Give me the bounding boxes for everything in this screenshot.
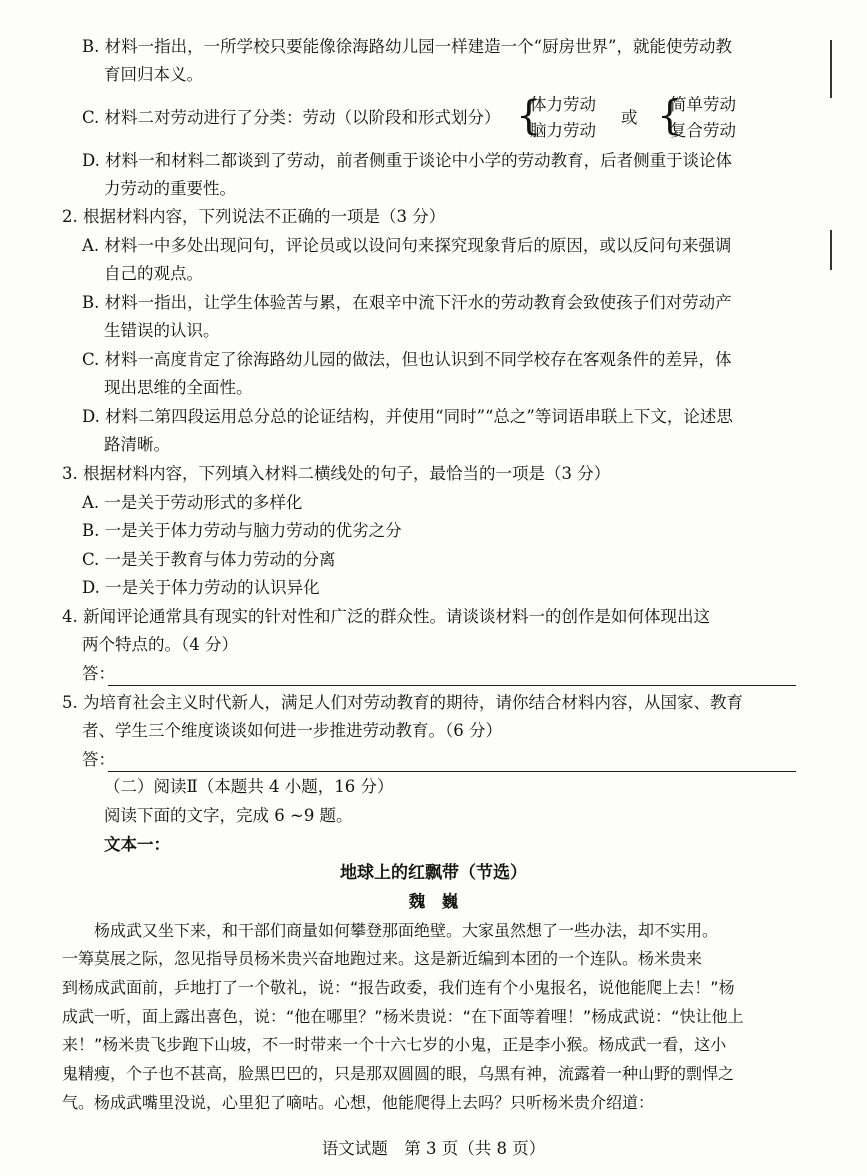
brace-left-1: {: [516, 93, 542, 139]
section2-heading: （二）阅读Ⅱ（本题共 4 小题，16 分）: [104, 777, 394, 796]
article-line-3: 到杨成武面前，乒地打了一个敬礼，说：“报告政委，我们连有个小鬼报名，说他能爬上去！”杨: [62, 978, 735, 997]
q3-option-b: B. 一是关于体力劳动与脑力劳动的优劣之分: [82, 521, 402, 540]
q1-option-c-group1-item2: 脑力劳动: [530, 121, 596, 140]
q2-option-b-line1: B. 材料一指出，让学生体验苦与累，在艰辛中流下汗水的劳动教育会致使孩子们对劳动产: [82, 293, 732, 312]
article-line-2: 一筹莫展之际，忽见指导员杨米贵兴奋地跑过来。这是新近编到本团的一个连队。杨米贵来: [62, 949, 703, 968]
q2-option-b-line2: 生错误的认识。: [104, 321, 220, 340]
q2-stem: 2. 根据材料内容，下列说法不正确的一项是（3 分）: [62, 207, 446, 226]
q1-option-c-group2-item2: 复合劳动: [670, 121, 736, 140]
article-line-4: 成武一听，面上露出喜色，说：“他在哪里？”杨米贵说：“在下面等着哩！”杨成武说：“快让他上: [62, 1007, 744, 1026]
brace-left-2: {: [657, 93, 683, 139]
article-line-1: 杨成武又坐下来，和干部们商量如何攀登那面绝壁。大家虽然想了一些办法，却不实用。: [62, 921, 719, 940]
q2-option-c-line2: 现出思维的全面性。: [104, 378, 253, 397]
section2-instruction: 阅读下面的文字，完成 6 ~9 题。: [104, 806, 353, 825]
margin-mark-top: [830, 40, 832, 98]
q4-stem-line1: 4. 新闻评论通常具有现实的针对性和广泛的群众性。请谈谈材料一的创作是如何体现出这: [62, 607, 710, 626]
q1-option-c-group1-item1: 体力劳动: [530, 95, 596, 114]
q2-option-a-line2: 自己的观点。: [104, 264, 203, 283]
q1-option-c-lead: C. 材料二对劳动进行了分类：劳动（以阶段和形式划分）: [82, 108, 501, 127]
q5-stem-line2: 者、学生三个维度谈谈如何进一步推进劳动教育。（6 分）: [82, 721, 502, 740]
q3-option-c: C. 一是关于教育与体力劳动的分离: [82, 550, 336, 569]
margin-mark-mid: [830, 230, 832, 270]
text-one-label: 文本一：: [104, 835, 170, 854]
q3-option-d: D. 一是关于体力劳动的认识异化: [82, 578, 320, 597]
q3-stem: 3. 根据材料内容，下列填入材料二横线处的句子，最恰当的一项是（3 分）: [62, 464, 611, 483]
article-line-5: 来！”杨米贵飞步跑下山坡，不一时带来一个十六七岁的小鬼，正是李小猴。杨成武一看，这小: [62, 1035, 727, 1054]
q2-option-a-line1: A. 材料一中多处出现问句，评论员或以设问句来探究现象背后的原因，或以反问句来强调: [82, 236, 732, 255]
q2-option-d-line2: 路清晰。: [104, 435, 170, 454]
article-line-7: 气。杨成武嘴里没说，心里犯了嘀咕。心想，他能爬得上去吗？只听杨米贵介绍道：: [62, 1093, 655, 1112]
q3-option-a: A. 一是关于劳动形式的多样化: [82, 493, 303, 512]
q4-answer-line[interactable]: [108, 685, 796, 686]
q5-answer-line[interactable]: [108, 771, 796, 772]
q5-answer-label: 答：: [82, 750, 115, 769]
q2-option-d-line1: D. 材料二第四段运用总分总的论证结构，并使用“同时”“总之”等词语串联上下文，论述思: [82, 407, 733, 426]
q1-option-c-or: 或: [621, 108, 638, 127]
q4-answer-label: 答：: [82, 664, 115, 683]
page-footer: 语文试题 第 3 页（共 8 页）: [321, 1139, 546, 1158]
q1-option-b-line1: B. 材料一指出，一所学校只要能像徐海路幼儿园一样建造一个“厨房世界”，就能使劳动教: [82, 37, 732, 56]
q1-option-d-line2: 力劳动的重要性。: [104, 179, 236, 198]
q1-option-b-line2: 育回归本义。: [104, 65, 203, 84]
article-title: 地球上的红飘带（节选）: [340, 863, 527, 883]
q2-option-c-line1: C. 材料一高度肯定了徐海路幼儿园的做法，但也认识到不同学校存在客观条件的差异，体: [82, 350, 732, 369]
q1-option-c-group2-item1: 简单劳动: [670, 95, 736, 114]
q5-stem-line1: 5. 为培育社会主义时代新人，满足人们对劳动教育的期待，请你结合材料内容，从国家、教育: [62, 693, 743, 712]
q1-option-d-line1: D. 材料一和材料二都谈到了劳动，前者侧重于谈论中小学的劳动教育，后者侧重于谈论体: [82, 151, 733, 170]
q4-stem-line2: 两个特点的。（4 分）: [82, 635, 238, 654]
article-line-6: 鬼精瘦，个子也不甚高，脸黑巴巴的，只是那双圆圆的眼，乌黑有神，流露着一种山野的剽悍之: [62, 1064, 735, 1083]
article-author: 魏 巍: [408, 892, 459, 911]
